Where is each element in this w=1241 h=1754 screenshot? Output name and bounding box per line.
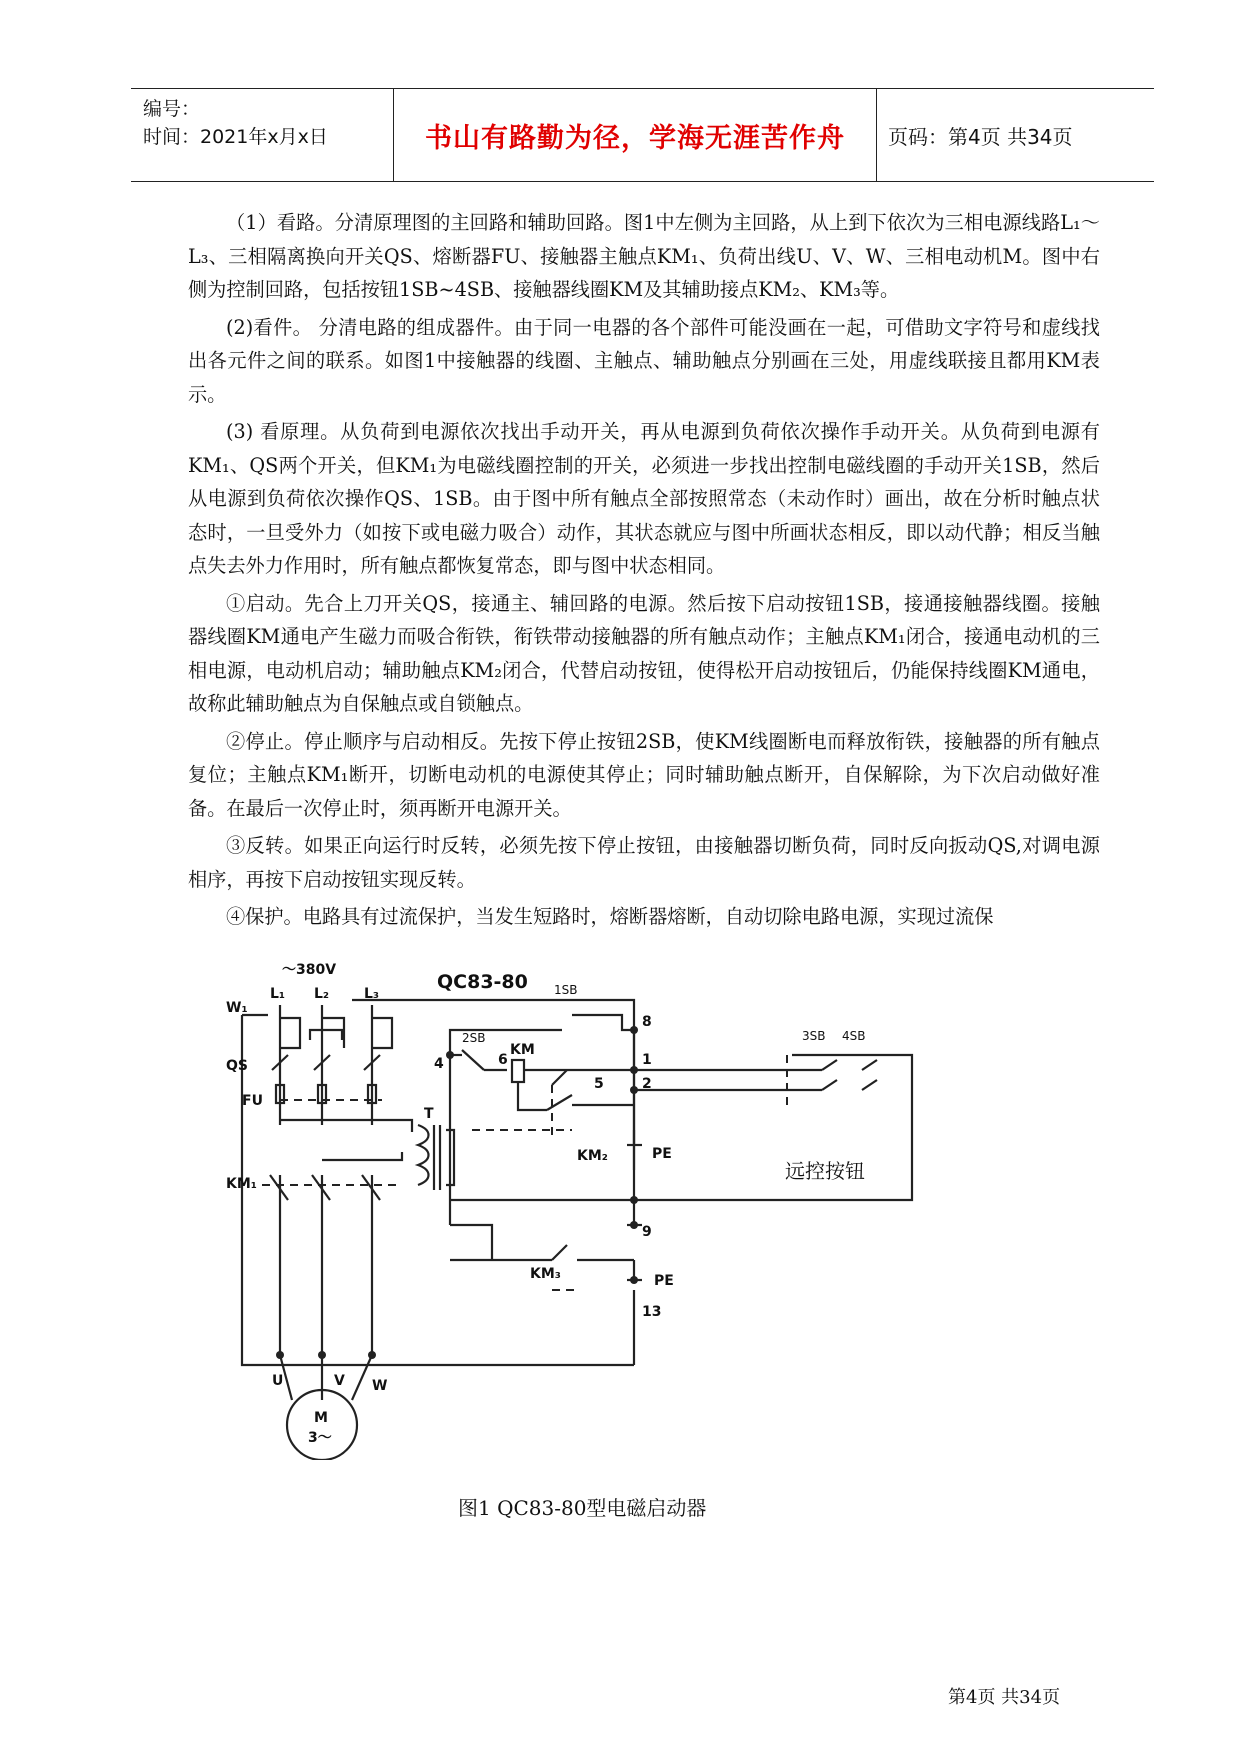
l1-label: L₁: [270, 986, 286, 1002]
header-table: [131, 88, 1154, 182]
transformer-label: T: [424, 1106, 434, 1122]
motor-3-label: 3～: [308, 1430, 332, 1446]
qs-label: QS: [226, 1058, 248, 1074]
model-label: QC83-80: [437, 971, 528, 993]
l3-label: L₃: [364, 986, 380, 1002]
4sb-label: 4SB: [842, 1029, 866, 1043]
node-label: 8: [642, 1014, 652, 1030]
2sb-label: 2SB: [462, 1031, 486, 1045]
v-label: V: [334, 1373, 345, 1389]
node-label: 4: [434, 1056, 444, 1072]
node-label: 5: [594, 1076, 604, 1092]
node-label: 1: [642, 1052, 652, 1068]
paragraph: ①启动。先合上刀开关QS，接通主、辅回路的电源。然后按下启动按钮1SB，接通接触器线圈。接触器线圈KM通电产生磁力而吸合衔铁，衔铁带动接触器的所有触点动作；主触点KM₁闭合，接通电动机的三相电源，电动机启动；辅助触点KM₂闭合，代替启动按钮，使得松开启动按钮后，仍能保持线圈KM通电，故称此辅助触点为自保触点或自锁触点。: [188, 591, 1100, 715]
body-text: [188, 206, 1100, 938]
header-page-info: 页码：第4页 共34页: [888, 124, 1073, 149]
km2-label: KM₂: [577, 1148, 608, 1164]
node-label: 6: [498, 1052, 508, 1068]
paragraph: ②停止。停止顺序与启动相反。先按下停止按钮2SB，使KM线圈断电而释放衔铁，接触器的所有触点复位；主触点KM₁断开，切断电动机的电源使其停止；同时辅助触点断开，自保解除，为下次启动做好准备。在最后一次停止时，须再断开电源开关。: [188, 729, 1100, 820]
header-divider: [393, 89, 394, 181]
node-label: 9: [642, 1224, 652, 1240]
paragraph: ④保护。电路具有过流保护，当发生短路时，熔断器熔断，自动切除电路电源，实现过流保: [226, 905, 994, 928]
km-coil-label: KM: [510, 1042, 535, 1058]
pe-label: PE: [652, 1146, 672, 1162]
pe-label: PE: [654, 1273, 674, 1289]
w-label: W: [372, 1378, 388, 1394]
circuit-diagram: [222, 960, 1022, 1460]
node-label: 2: [642, 1076, 652, 1092]
code-label: 编号：: [143, 98, 201, 120]
km1-label: KM₁: [226, 1176, 257, 1192]
paragraph: (2)看件。 分清电路的组成器件。由于同一电器的各个部件可能没画在一起，可借助文字符号和虚线找出各元件之间的联系。如图1中接触器的线圈、主触点、辅助触点分别画在三处，用虚线联接且都用KM表示。: [188, 315, 1100, 406]
page-footer: 第4页 共34页: [948, 1687, 1061, 1708]
km3-label: KM₃: [530, 1266, 561, 1282]
l2-label: L₂: [314, 986, 330, 1002]
paragraph: ③反转。如果正向运行时反转，必须先按下停止按钮，由接触器切断负荷，同时反向扳动QS,对调电源相序，再按下启动按钮实现反转。: [188, 834, 1100, 891]
w1-label: W₁: [226, 1000, 248, 1016]
time-label: 时间：2021年x月x日: [143, 126, 328, 148]
u-label: U: [272, 1373, 284, 1389]
header-divider: [876, 89, 877, 181]
figure-caption: 图1 QC83-80型电磁启动器: [458, 1496, 707, 1520]
header-motto: 书山有路勤为径，学海无涯苦作舟: [425, 122, 845, 154]
paragraph: （1）看路。分清原理图的主回路和辅助回路。图1中左侧为主回路，从上到下依次为三相电源线路L₁～L₃、三相隔离换向开关QS、熔断器FU、接触器主触点KM₁、负荷出线U、V、W、三相电动机M。图中右侧为控制回路，包括按钮1SB~4SB、接触器线圈KM及其辅助接点KM₂、KM₃等。: [188, 211, 1100, 301]
header-meta: [143, 95, 389, 175]
fu-label: FU: [242, 1093, 263, 1109]
paragraph: (3) 看原理。从负荷到电源依次找出手动开关，再从电源到负荷依次操作手动开关。从负荷到电源有KM₁、QS两个开关，但KM₁为电磁线圈控制的开关，必须进一步找出控制电磁线圈的手动开关1SB，然后从电源到负荷依次操作QS、1SB。由于图中所有触点全部按照常态（未动作时）画出，故在分析时触点状态时，一旦受外力（如按下或电磁力吸合）动作，其状态就应与图中所画状态相反，即以动代静；相反当触点失去外力作用时，所有触点都恢复常态，即与图中状态相同。: [188, 420, 1100, 577]
remote-button-label: 远控按钮: [785, 1159, 865, 1183]
motor-m-label: M: [314, 1410, 328, 1426]
1sb-label: 1SB: [554, 983, 578, 997]
voltage-label: ～380V: [282, 962, 337, 978]
3sb-label: 3SB: [802, 1029, 826, 1043]
node-label: 13: [642, 1304, 662, 1320]
